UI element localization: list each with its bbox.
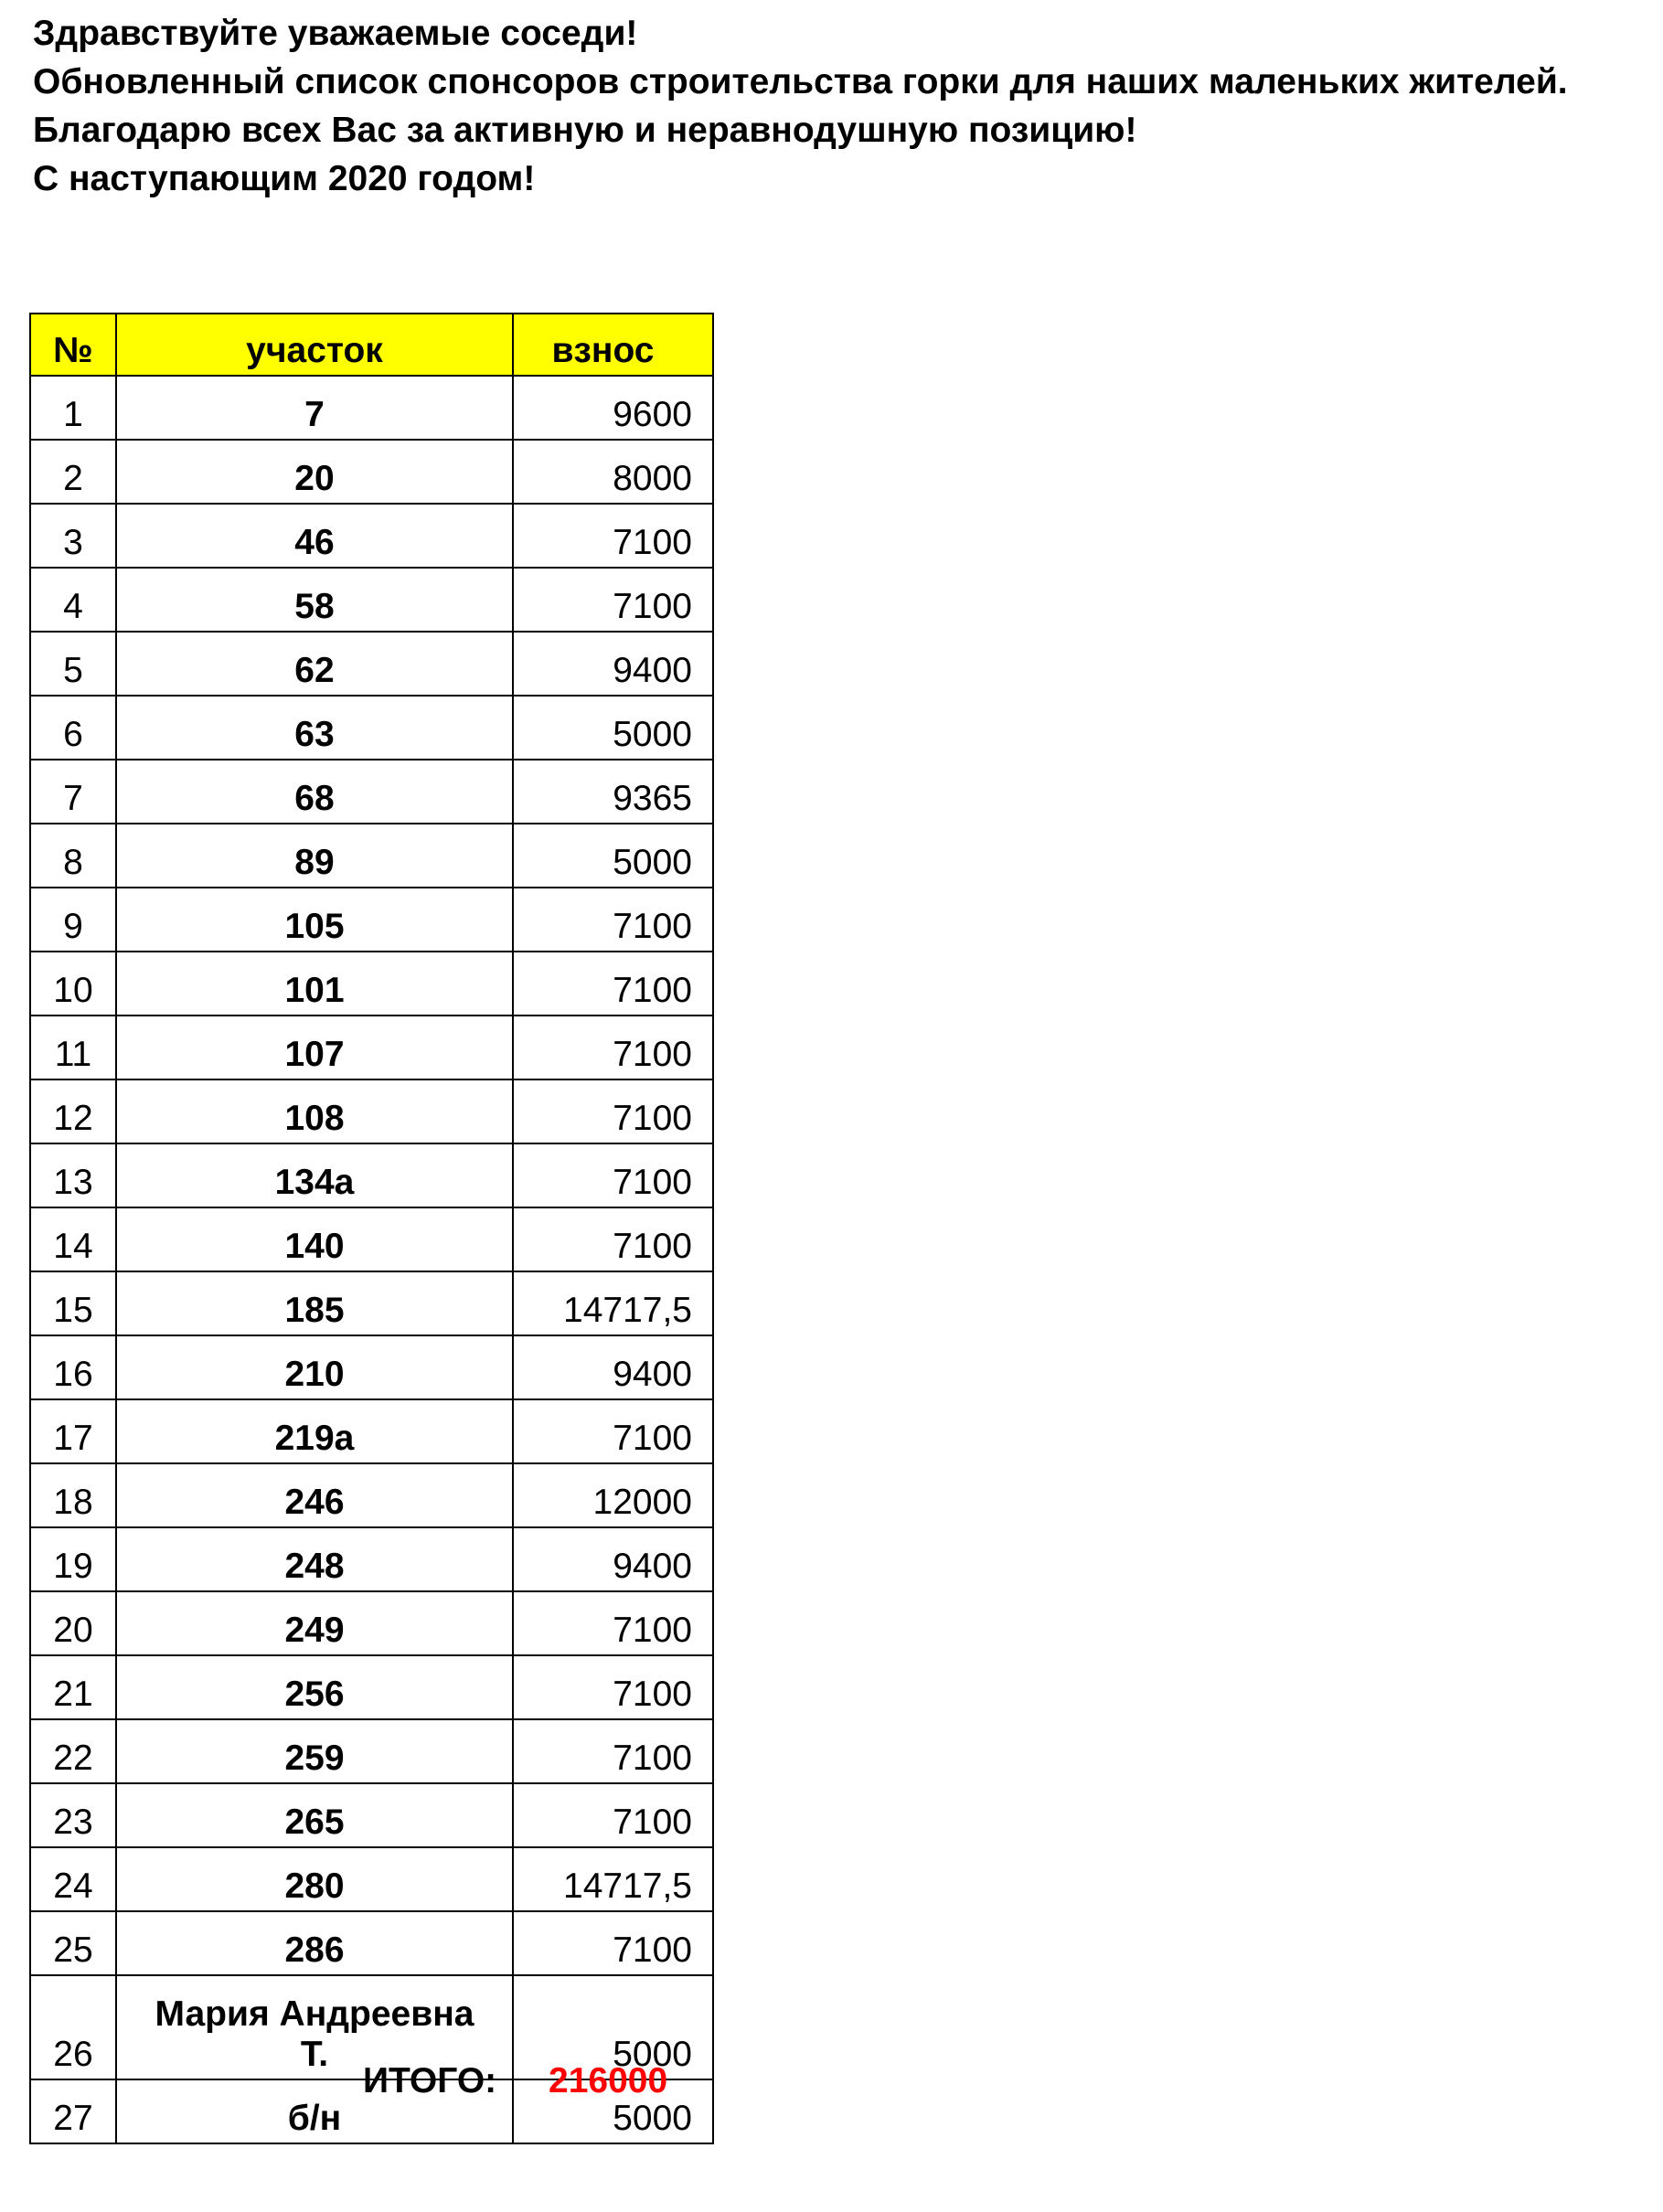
total-label: ИТОГО: (363, 2061, 497, 2100)
table-row (30, 1271, 713, 1335)
total-value: 216000 (549, 2061, 668, 2100)
row-num: 13 (30, 1143, 116, 1207)
row-fee: 7100 (513, 1591, 713, 1655)
table-row (30, 1847, 713, 1911)
row-fee: 9400 (513, 1335, 713, 1399)
table-header-row (30, 314, 713, 376)
row-plot: 140 (116, 1207, 513, 1271)
row-num: 1 (30, 376, 116, 440)
row-fee: 9400 (513, 1527, 713, 1591)
row-fee: 5000 (513, 696, 713, 760)
table-row (30, 952, 713, 1016)
row-plot: 58 (116, 568, 513, 632)
row-plot: 108 (116, 1079, 513, 1143)
row-num: 16 (30, 1335, 116, 1399)
row-num: 5 (30, 632, 116, 696)
row-plot: 185 (116, 1271, 513, 1335)
row-fee: 7100 (513, 888, 713, 952)
row-fee: 14717,5 (513, 1271, 713, 1335)
row-fee: 7100 (513, 1911, 713, 1975)
row-plot: 46 (116, 504, 513, 568)
row-num: 19 (30, 1527, 116, 1591)
row-fee: 14717,5 (513, 1847, 713, 1911)
header-plot: участок (116, 314, 513, 376)
table-row (30, 1591, 713, 1655)
row-plot: 7 (116, 376, 513, 440)
table-row (30, 1143, 713, 1207)
row-plot: 105 (116, 888, 513, 952)
thanks-line: Благодарю всех Вас за активную и неравнодушную позицию! (33, 111, 1137, 150)
row-fee: 7100 (513, 1207, 713, 1271)
row-plot: 101 (116, 952, 513, 1016)
row-plot: 134а (116, 1143, 513, 1207)
row-num: 2 (30, 440, 116, 504)
row-plot: 107 (116, 1016, 513, 1079)
new-year-line: С наступающим 2020 годом! (33, 159, 536, 198)
sponsors-table (29, 313, 714, 2144)
row-num: 23 (30, 1783, 116, 1847)
header-fee: взнос (513, 314, 713, 376)
row-num: 26 (30, 1975, 116, 2079)
table-row (30, 504, 713, 568)
table-row (30, 824, 713, 888)
row-num: 7 (30, 760, 116, 824)
row-num: 4 (30, 568, 116, 632)
table-row (30, 760, 713, 824)
row-num: 18 (30, 1463, 116, 1527)
row-plot: 256 (116, 1655, 513, 1719)
row-plot-name: Мария Андреевна (155, 1994, 474, 2034)
table-row (30, 1335, 713, 1399)
row-num: 21 (30, 1655, 116, 1719)
row-num: 11 (30, 1016, 116, 1079)
header-num: № (30, 314, 116, 376)
row-fee: 7100 (513, 1016, 713, 1079)
row-num: 10 (30, 952, 116, 1016)
row-num: 22 (30, 1719, 116, 1783)
row-fee: 7100 (513, 1399, 713, 1463)
table-row (30, 888, 713, 952)
table-row (30, 1783, 713, 1847)
row-num: 6 (30, 696, 116, 760)
table-row (30, 632, 713, 696)
row-num: 15 (30, 1271, 116, 1335)
row-fee: 7100 (513, 1143, 713, 1207)
row-fee: 5000 (513, 824, 713, 888)
row-fee: 5000 (513, 1975, 713, 2079)
table-row (30, 1016, 713, 1079)
row-plot: 210 (116, 1335, 513, 1399)
row-fee: 5000 (513, 2079, 713, 2143)
row-plot-initial: Т. (300, 2035, 329, 2074)
row-fee: 7100 (513, 504, 713, 568)
row-plot: 20 (116, 440, 513, 504)
row-num: 24 (30, 1847, 116, 1911)
row-num: 14 (30, 1207, 116, 1271)
row-fee: 9365 (513, 760, 713, 824)
row-fee: 8000 (513, 440, 713, 504)
table-row (30, 1079, 713, 1143)
row-plot: 63 (116, 696, 513, 760)
row-plot: 219а (116, 1399, 513, 1463)
list-description-line: Обновленный список спонсоров строительства горки для наших маленьких жителей. (33, 62, 1568, 101)
greeting-line: Здравствуйте уважаемые соседи! (33, 14, 638, 53)
table-row (30, 376, 713, 440)
table-row (30, 1655, 713, 1719)
row-plot: 265 (116, 1783, 513, 1847)
table-row (30, 1719, 713, 1783)
table-row (30, 1463, 713, 1527)
row-num: 8 (30, 824, 116, 888)
row-fee: 7100 (513, 1079, 713, 1143)
row-plot: 62 (116, 632, 513, 696)
row-num: 17 (30, 1399, 116, 1463)
row-plot: 249 (116, 1591, 513, 1655)
row-plot: 259 (116, 1719, 513, 1783)
table-row (30, 440, 713, 504)
table-row (30, 1399, 713, 1463)
row-plot: 246 (116, 1463, 513, 1527)
row-fee: 12000 (513, 1463, 713, 1527)
table-row (30, 1911, 713, 1975)
row-num: 27 (30, 2079, 116, 2143)
table-row (30, 1207, 713, 1271)
row-fee: 7100 (513, 952, 713, 1016)
row-fee: 7100 (513, 1783, 713, 1847)
table-row (30, 1527, 713, 1591)
row-plot: 68 (116, 760, 513, 824)
row-plot: 286 (116, 1911, 513, 1975)
intro-text (33, 9, 1568, 203)
table-row (30, 568, 713, 632)
row-fee: 9600 (513, 376, 713, 440)
row-fee: 7100 (513, 568, 713, 632)
row-fee: 7100 (513, 1719, 713, 1783)
row-num: 3 (30, 504, 116, 568)
row-plot: 280 (116, 1847, 513, 1911)
row-num: 12 (30, 1079, 116, 1143)
table-row (30, 696, 713, 760)
row-plot: 248 (116, 1527, 513, 1591)
row-num: 25 (30, 1911, 116, 1975)
row-fee: 9400 (513, 632, 713, 696)
row-plot: б/н (116, 2079, 513, 2143)
row-num: 9 (30, 888, 116, 952)
row-num: 20 (30, 1591, 116, 1655)
row-plot: 89 (116, 824, 513, 888)
row-fee: 7100 (513, 1655, 713, 1719)
